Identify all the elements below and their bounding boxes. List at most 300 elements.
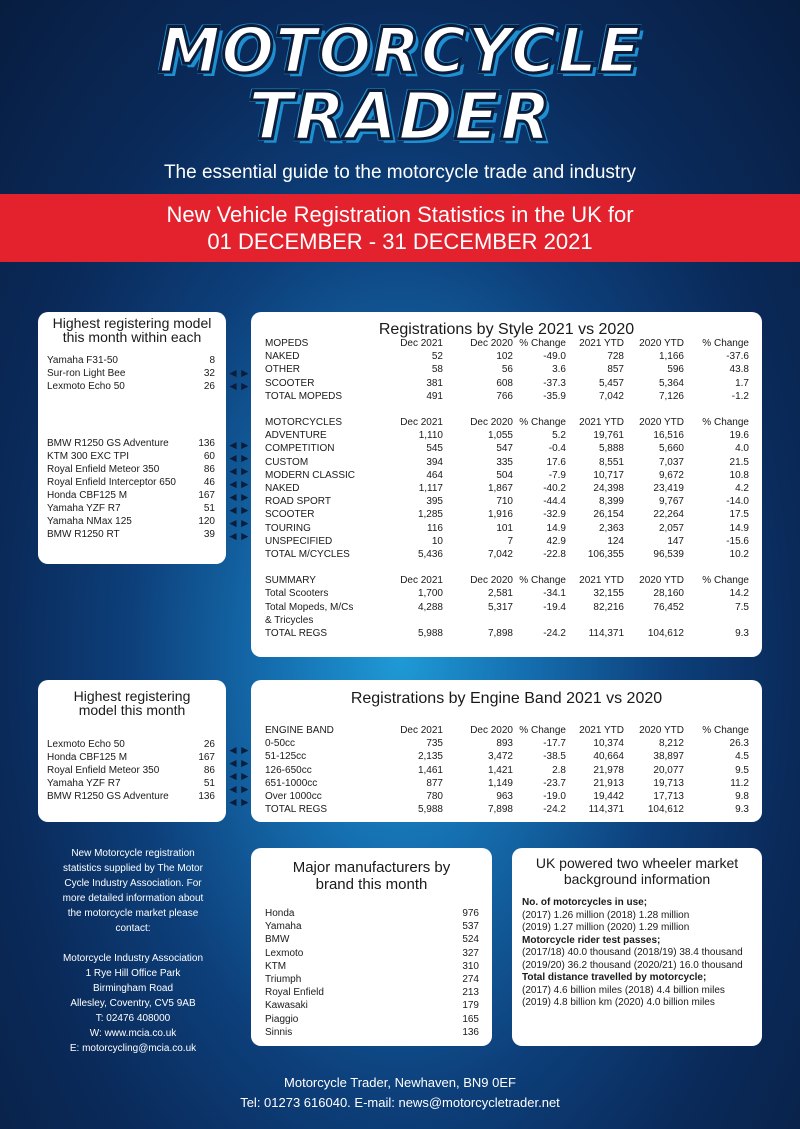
list-item-value: 26 (203, 381, 215, 392)
table-cell: 1,149 (487, 777, 513, 789)
table-cell: 20,077 (653, 764, 684, 776)
table-cell: 1,117 (418, 483, 443, 495)
list-item (47, 738, 215, 751)
table-cell: -44.4 (543, 496, 566, 508)
table-row (265, 548, 749, 561)
table-cell: CUSTOM (265, 456, 309, 468)
double-arrow-icon: ◄► (227, 490, 251, 504)
table-cell: 381 (426, 377, 443, 389)
top-models-panel (38, 312, 226, 564)
logo-line-1: MOTORCYCLE (158, 14, 642, 87)
table-cell: 19,713 (653, 777, 684, 789)
list-item (47, 751, 215, 764)
table-cell: SUMMARY (265, 575, 316, 587)
list-item-value: 51 (203, 503, 215, 514)
table-cell: 76,452 (653, 601, 684, 613)
table-cell: 893 (496, 738, 513, 750)
table-cell: 547 (496, 443, 513, 455)
list-item (47, 489, 215, 502)
list-item-label: Yamaha (265, 921, 302, 933)
table-cell: 19,442 (593, 791, 624, 803)
table-cell: 2,135 (417, 751, 443, 763)
list-item (47, 450, 215, 463)
table-cell: 1,166 (658, 351, 684, 363)
table-cell: 17,713 (653, 791, 684, 803)
list-item (265, 947, 479, 960)
table-cell: 504 (496, 469, 513, 481)
list-item-label: Kawasaki (265, 1000, 308, 1012)
mcia-contact-line: Birmingham Road (92, 983, 174, 994)
mcia-contact-line: 1 Rye Hill Office Park (85, 968, 181, 979)
table-cell: % Change (702, 417, 749, 429)
table-cell: % Change (519, 725, 566, 736)
table-cell (265, 403, 383, 416)
table-cell: % Change (702, 575, 749, 587)
list-item-label: Yamaha F31-50 (47, 355, 118, 366)
footer-contact: Tel: 01273 616040. E-mail: news@motorcycletrader.net (240, 1095, 560, 1110)
table-cell: 728 (607, 351, 624, 363)
table-row (265, 574, 749, 587)
table-cell: SCOOTER (265, 377, 315, 389)
table-cell: -22.8 (543, 549, 566, 561)
style-stats-panel (251, 312, 762, 657)
mcia-contact-line: Motorcycle Industry Association (62, 953, 204, 964)
table-cell (383, 561, 443, 574)
table-cell: 3.6 (552, 364, 566, 376)
list-item-value: 39 (203, 529, 215, 540)
mcia-text-line: more detailed information about (62, 893, 204, 904)
table-cell: 7,898 (487, 628, 513, 640)
double-arrow-icon: ◄► (227, 451, 251, 465)
list-item (47, 437, 215, 450)
market-info-heading: Motorcycle rider test passes; (522, 934, 661, 946)
table-cell: -49.0 (543, 351, 566, 363)
table-cell: 4.0 (735, 443, 749, 455)
list-item-label: Lexmoto Echo 50 (47, 739, 125, 750)
table-cell (684, 614, 749, 627)
table-cell: 9,672 (658, 469, 684, 481)
table-cell: 96,539 (653, 549, 684, 561)
list-item (47, 764, 215, 777)
list-item (47, 515, 215, 528)
table-cell: ADVENTURE (265, 430, 327, 442)
table-row (265, 627, 749, 640)
double-arrow-icon: ◄► (227, 366, 251, 380)
table-cell: 2021 YTD (579, 338, 624, 349)
table-cell: 8,212 (658, 738, 684, 750)
table-cell (624, 614, 684, 627)
list-item (265, 973, 479, 986)
table-row (265, 724, 749, 737)
mcia-contact-line: T: 02476 408000 (95, 1013, 171, 1024)
table-row (265, 482, 749, 495)
mcia-text-line: New Motorcycle registration (71, 848, 195, 859)
table-cell: 2020 YTD (639, 575, 684, 587)
list-item (265, 999, 479, 1012)
table-cell: 14.2 (729, 588, 749, 600)
table-cell: 1.7 (735, 377, 749, 389)
list-item (265, 986, 479, 999)
table-cell (383, 403, 443, 416)
list-item-label: BMW R1250 GS Adventure (47, 438, 169, 449)
table-cell: 9.3 (735, 628, 749, 640)
table-row (265, 377, 749, 390)
list-item-label: Honda CBF125 M (47, 752, 128, 763)
table-cell: 5.2 (552, 430, 566, 442)
double-arrow-icon: ◄► (227, 756, 251, 770)
table-cell: Dec 2021 (400, 725, 443, 736)
table-cell: 766 (496, 390, 513, 402)
mcia-info (38, 846, 228, 1056)
market-info-line: (2017) 1.26 million (2018) 1.28 million (522, 909, 690, 921)
table-cell: 2021 YTD (579, 575, 624, 587)
table-cell: 1,421 (487, 764, 513, 776)
table-cell: -19.0 (543, 791, 566, 803)
list-item-value: 51 (203, 778, 215, 789)
tagline: The essential guide to the motorcycle trade and industry (163, 162, 637, 183)
list-item-value: 976 (462, 908, 479, 919)
table-cell: -23.7 (543, 777, 566, 789)
logo-line-2: TRADER (248, 78, 552, 155)
table-cell: % Change (519, 417, 566, 429)
table-row (265, 601, 749, 614)
list-item-label: KTM (265, 960, 287, 972)
engine-models-panel (38, 680, 226, 822)
table-cell: 394 (426, 456, 443, 468)
top-models-motorcycles-list (47, 437, 215, 541)
table-cell: 9.8 (735, 791, 749, 803)
table-row (265, 522, 749, 535)
table-cell (684, 561, 749, 574)
manufacturers-panel (251, 848, 492, 1046)
table-cell: 8,551 (598, 456, 624, 468)
table-row (265, 429, 749, 442)
mcia-spacer (38, 936, 228, 951)
table-row (265, 456, 749, 469)
table-cell (566, 403, 624, 416)
table-cell: 7,042 (487, 549, 513, 561)
list-item (47, 354, 215, 367)
engine-stats-title: Registrations by Engine Band 2021 vs 2020 (350, 690, 663, 707)
table-cell: 395 (426, 496, 443, 508)
table-row (265, 390, 749, 403)
table-cell: 5,988 (417, 628, 443, 640)
engine-stats-table (265, 724, 749, 816)
table-cell: -40.2 (543, 483, 566, 495)
table-cell: 2020 YTD (639, 338, 684, 349)
list-item-label: Yamaha YZF R7 (47, 778, 121, 789)
list-item (265, 933, 479, 946)
table-cell: 4.5 (735, 751, 749, 763)
double-arrow-icon: ◄► (227, 438, 251, 452)
table-cell: 42.9 (546, 535, 566, 547)
table-cell: TOURING (265, 522, 311, 534)
market-info-line: (2017/18) 40.0 thousand (2018/19) 38.4 thousand (522, 947, 743, 958)
table-cell: 335 (496, 456, 513, 468)
table-cell: -14.0 (726, 496, 749, 508)
table-cell: TOTAL REGS (265, 804, 328, 816)
double-arrow-icon: ◄► (227, 503, 251, 517)
top-models-title-line-1: Highest registering model (52, 315, 212, 331)
manufacturers-title-line-1: Major manufacturers by (292, 859, 451, 876)
table-cell: 4.2 (735, 483, 749, 495)
list-item-value: 165 (462, 1013, 479, 1025)
list-item-value: 213 (462, 987, 479, 999)
table-cell: 147 (667, 535, 684, 547)
table-cell: Dec 2020 (470, 575, 513, 587)
table-row (265, 587, 749, 600)
table-cell: UNSPECIFIED (265, 535, 333, 547)
banner-line-1: New Vehicle Registration Statistics in the UK for (166, 202, 634, 227)
list-item-label: Sinnis (265, 1026, 293, 1038)
table-cell: 651-1000cc (265, 777, 318, 789)
table-cell: 43.8 (729, 364, 749, 376)
table-cell: 116 (427, 522, 443, 534)
table-cell (624, 561, 684, 574)
list-item-value: 136 (462, 1026, 479, 1038)
table-cell: -37.3 (543, 377, 566, 389)
double-arrow-icon: ◄► (227, 529, 251, 543)
table-cell: 2,363 (598, 522, 624, 534)
mcia-contact-line: W: www.mcia.co.uk (89, 1028, 177, 1039)
list-item (47, 777, 215, 790)
table-cell: NAKED (265, 351, 300, 363)
table-cell: 22,264 (653, 509, 684, 521)
table-cell: 963 (496, 791, 513, 803)
table-cell: 2021 YTD (579, 725, 624, 736)
table-cell: 126-650cc (265, 764, 312, 776)
table-cell: 857 (607, 364, 624, 376)
list-item-label: Lexmoto Echo 50 (47, 381, 125, 392)
table-cell: -1.2 (731, 390, 749, 402)
style-stats-title: Registrations by Style 2021 vs 2020 (378, 321, 635, 338)
table-cell: 21.5 (729, 456, 749, 468)
table-cell: 124 (607, 535, 624, 547)
table-cell: 24,398 (593, 483, 624, 495)
table-cell: 2.8 (552, 764, 566, 776)
table-row (265, 442, 749, 455)
table-cell: TOTAL REGS (265, 628, 328, 640)
table-cell: 51-125cc (265, 751, 307, 763)
table-cell: 2021 YTD (579, 417, 624, 429)
list-item-value: 327 (462, 947, 479, 959)
table-cell: 7,126 (658, 390, 684, 402)
table-cell: Over 1000cc (265, 791, 322, 803)
list-item-value: 26 (203, 739, 215, 750)
table-cell: 4,288 (417, 601, 443, 613)
list-item-label: Sur-ron Light Bee (47, 368, 126, 379)
table-cell: % Change (519, 575, 566, 587)
table-cell: 32,155 (593, 588, 624, 600)
list-item-label: BMW R1250 RT (47, 529, 120, 540)
table-cell: 1,700 (417, 588, 443, 600)
table-row (265, 614, 749, 627)
table-cell: 14.9 (729, 522, 749, 534)
table-cell: 26,154 (593, 509, 624, 521)
list-item-value: 179 (462, 1000, 479, 1012)
table-cell: 2,057 (658, 522, 684, 534)
table-cell: 114,371 (588, 628, 624, 640)
list-item-value: 32 (203, 368, 215, 379)
table-cell: Total Mopeds, M/Cs (265, 601, 354, 613)
list-item-label: Honda (265, 908, 295, 919)
table-cell: % Change (519, 338, 566, 349)
table-cell: -19.4 (543, 601, 566, 613)
table-row (265, 764, 749, 777)
market-info-line: (2019/20) 36.2 thousand (2020/21) 16.0 thousand (522, 959, 743, 971)
table-cell: 3,472 (487, 751, 513, 763)
list-item-label: KTM 300 EXC TPI (47, 451, 130, 462)
engine-models-title-line-2: model this month (78, 702, 186, 718)
table-cell: 1,055 (487, 430, 513, 442)
list-item-label: Yamaha NMax 125 (47, 516, 132, 527)
table-cell: Dec 2021 (400, 417, 443, 429)
table-row (265, 790, 749, 803)
market-info-line: (2019) 1.27 million (2020) 1.29 million (522, 922, 690, 933)
table-cell: -7.9 (548, 469, 566, 481)
table-cell: 2020 YTD (639, 417, 684, 429)
double-arrow-icon: ◄► (227, 464, 251, 478)
table-cell: 9.3 (735, 804, 749, 816)
list-item-label: Yamaha YZF R7 (47, 503, 121, 514)
table-cell: 16,516 (653, 430, 684, 442)
manufacturers-title (251, 848, 492, 893)
table-cell: 1,110 (418, 430, 443, 442)
table-cell: Dec 2021 (400, 575, 443, 587)
table-cell: 9.5 (735, 764, 749, 776)
table-cell: SCOOTER (265, 509, 315, 521)
table-cell: 2,581 (487, 588, 513, 600)
list-item (265, 1013, 479, 1026)
table-cell: 608 (496, 377, 513, 389)
table-cell: 52 (431, 351, 443, 363)
manufacturers-title-line-2: brand this month (315, 876, 428, 893)
list-item-value: 46 (203, 477, 215, 488)
table-cell: -15.6 (726, 535, 749, 547)
list-item-label: Royal Enfield Interceptor 650 (47, 477, 176, 488)
table-row (265, 535, 749, 548)
list-item-label: Piaggio (265, 1013, 299, 1025)
table-cell (624, 403, 684, 416)
table-cell: 106,355 (587, 549, 624, 561)
table-cell (513, 561, 566, 574)
table-row (265, 737, 749, 750)
table-row (265, 495, 749, 508)
market-info-title-line-1: UK powered two wheeler market (535, 855, 739, 871)
market-info-panel (512, 848, 762, 1046)
table-cell: Dec 2020 (470, 417, 513, 429)
table-cell: 26.3 (729, 738, 749, 750)
table-row (265, 803, 749, 816)
table-cell: % Change (702, 338, 749, 349)
table-cell: -24.2 (543, 628, 566, 640)
table-cell: & Tricycles (265, 614, 314, 626)
table-cell: TOTAL MOPEDS (265, 390, 343, 402)
table-cell: 735 (426, 738, 443, 750)
list-item (265, 960, 479, 973)
table-cell: COMPETITION (265, 443, 335, 455)
table-cell: 7,042 (598, 390, 624, 402)
table-cell: 10.2 (729, 549, 749, 561)
table-cell: 9,767 (658, 496, 684, 508)
table-cell: 877 (426, 777, 443, 789)
list-item-value: 167 (198, 752, 215, 763)
list-item-label: BMW R1250 GS Adventure (47, 791, 169, 802)
table-cell: 58 (431, 364, 443, 376)
table-cell: 1,461 (417, 764, 443, 776)
table-cell (265, 561, 383, 574)
table-cell: 596 (667, 364, 684, 376)
list-item-value: 537 (462, 921, 479, 933)
table-cell: % Change (702, 725, 749, 736)
table-cell: 7,898 (487, 804, 513, 816)
table-cell: 7,037 (658, 456, 684, 468)
engine-stats-panel (251, 680, 762, 822)
table-cell: 7 (507, 535, 513, 547)
double-arrow-icon: ◄► (227, 743, 251, 757)
top-models-title (38, 312, 226, 344)
table-cell: 5,364 (658, 377, 684, 389)
mcia-contact-line: Allesley, Coventry, CV5 9AB (70, 998, 196, 1009)
table-cell: 21,913 (593, 777, 624, 789)
engine-models-title (38, 680, 226, 717)
table-cell: MODERN CLASSIC (265, 469, 356, 481)
table-cell: 11.2 (730, 777, 749, 789)
list-item-label: Lexmoto (265, 947, 304, 959)
list-item (265, 920, 479, 933)
table-cell: 101 (496, 522, 513, 534)
list-item-label: Triumph (265, 973, 302, 985)
market-info-title (512, 848, 762, 887)
list-item (265, 1026, 479, 1039)
manufacturers-list (265, 907, 479, 1039)
list-item-value: 524 (462, 934, 479, 946)
list-item (47, 476, 215, 489)
table-cell: 780 (426, 791, 443, 803)
list-item (265, 907, 479, 920)
table-cell (513, 403, 566, 416)
engine-models-title-line-1: Highest registering (73, 688, 191, 704)
table-cell: -37.6 (726, 351, 749, 363)
table-row (265, 777, 749, 790)
table-cell (513, 614, 566, 627)
list-item-label: Royal Enfield Meteor 350 (47, 464, 160, 475)
mcia-contact-line: E: motorcycling@mcia.co.uk (69, 1043, 197, 1054)
mcia-text-line: contact: (115, 923, 151, 934)
table-cell: Dec 2020 (470, 725, 513, 736)
table-row (265, 363, 749, 376)
table-cell: 464 (426, 469, 443, 481)
table-cell (684, 403, 749, 416)
list-item (47, 367, 215, 380)
table-cell: 5,888 (598, 443, 624, 455)
double-arrow-icon: ◄► (227, 769, 251, 783)
table-cell: ROAD SPORT (265, 496, 331, 508)
list-item (47, 380, 215, 393)
top-models-title-line-2: this month within each (62, 329, 202, 345)
table-cell: Dec 2021 (400, 338, 443, 349)
table-cell: 5,457 (598, 377, 624, 389)
table-cell: 14.9 (546, 522, 566, 534)
table-row (265, 337, 749, 350)
table-cell: 2020 YTD (639, 725, 684, 736)
list-item-value: 136 (198, 791, 215, 802)
list-item (47, 790, 215, 803)
table-cell: 5,988 (417, 804, 443, 816)
list-item-label: Royal Enfield Meteor 350 (47, 765, 160, 776)
table-cell: -24.2 (543, 804, 566, 816)
table-cell: TOTAL M/CYCLES (265, 549, 350, 561)
